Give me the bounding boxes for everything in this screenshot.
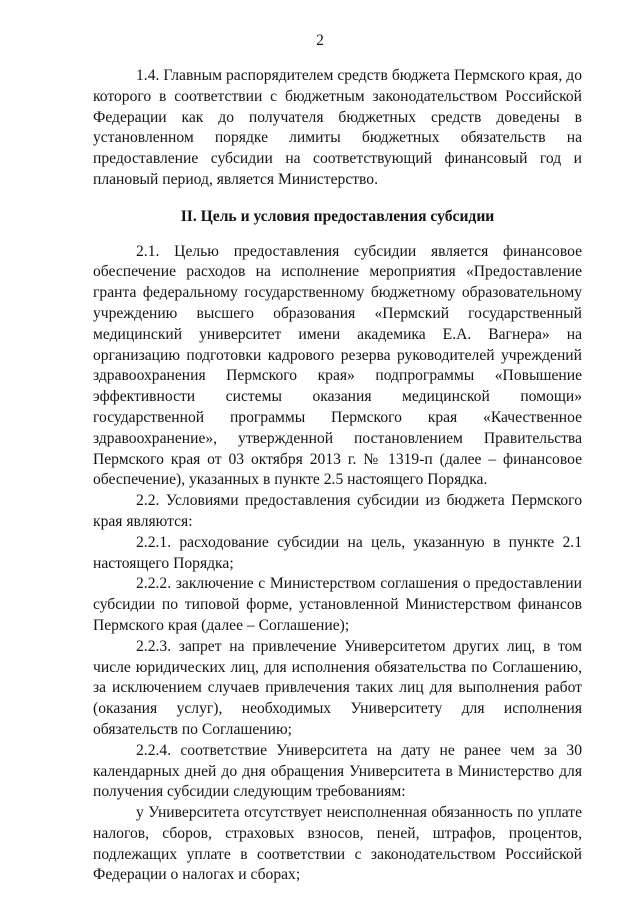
section-heading: II. Цель и условия предоставления субсидии bbox=[180, 207, 495, 225]
paragraph-2-2: 2.2. Условиями предоставления субсидии из бюджета Пермского края являются: bbox=[93, 492, 582, 530]
paragraph-1-4: 1.4. Главным распорядителем средств бюджета Пермского края, до которого в соответствии с бюджетным законодательством Российской Федерации как до получателя бюджетных средств доведены в установленном порядке лимиты бюджетных обязательств на предоставление субсидии на соответствующий финансовый год и плановый период, является Министерство. bbox=[93, 67, 582, 188]
paragraph-2-2-2: 2.2.2. заключение с Министерством соглашения о предоставлении субсидии по типовой форме, установленной Министерством финансов Пермского края (далее – Соглашение); bbox=[93, 575, 582, 634]
document-body bbox=[93, 66, 582, 886]
paragraph-2-1: 2.1. Целью предоставления субсидии является финансовое обеспечение расходов на исполнение мероприятия «Предоставление гранта федеральному государственному бюджетному образовательному учреждению высшего образования «Пермский государственный медицинский университет имени академика Е.А. Вагнера» на организацию подготовки кадрового резерва руководителей учреждений здравоохранения Пермского края» подпрограммы «Повышение эффективности системы оказания медицинской помощи» государственной программы Пермского края «Качественное здравоохранение», утвержденной постановлением Правительства Пермского края от 03 октября 2013 г. № 1319-п (далее – финансовое обеспечение), указанных в пункте 2.5 настоящего Порядка. bbox=[93, 242, 582, 489]
paragraph-2-2-3: 2.2.3. запрет на привлечение Университетом других лиц, в том числе юридических лиц, для исполнения обязательства по Соглашению, за исключением случаев привлечения таких лиц для выполнения работ (оказания услуг), необходимых Университету для исполнения обязательств по Соглашению; bbox=[93, 637, 582, 738]
paragraph-requirement-taxes: у Университета отсутствует неисполненная обязанность по уплате налогов, сборов, страховых взносов, пеней, штрафов, процентов, подлежащих уплате в соответствии с законодательством Российской Федерации о налогах и сборах; bbox=[93, 804, 582, 884]
page-number: 2 bbox=[316, 32, 324, 49]
paragraph-2-2-4: 2.2.4. соответствие Университета на дату не ранее чем за 30 календарных дней до дня обращения Университета в Министерство для получения субсидии следующим требованиям: bbox=[93, 741, 582, 801]
paragraph-2-2-1: 2.2.1. расходование субсидии на цель, указанную в пункте 2.1 настоящего Порядка; bbox=[93, 533, 582, 572]
